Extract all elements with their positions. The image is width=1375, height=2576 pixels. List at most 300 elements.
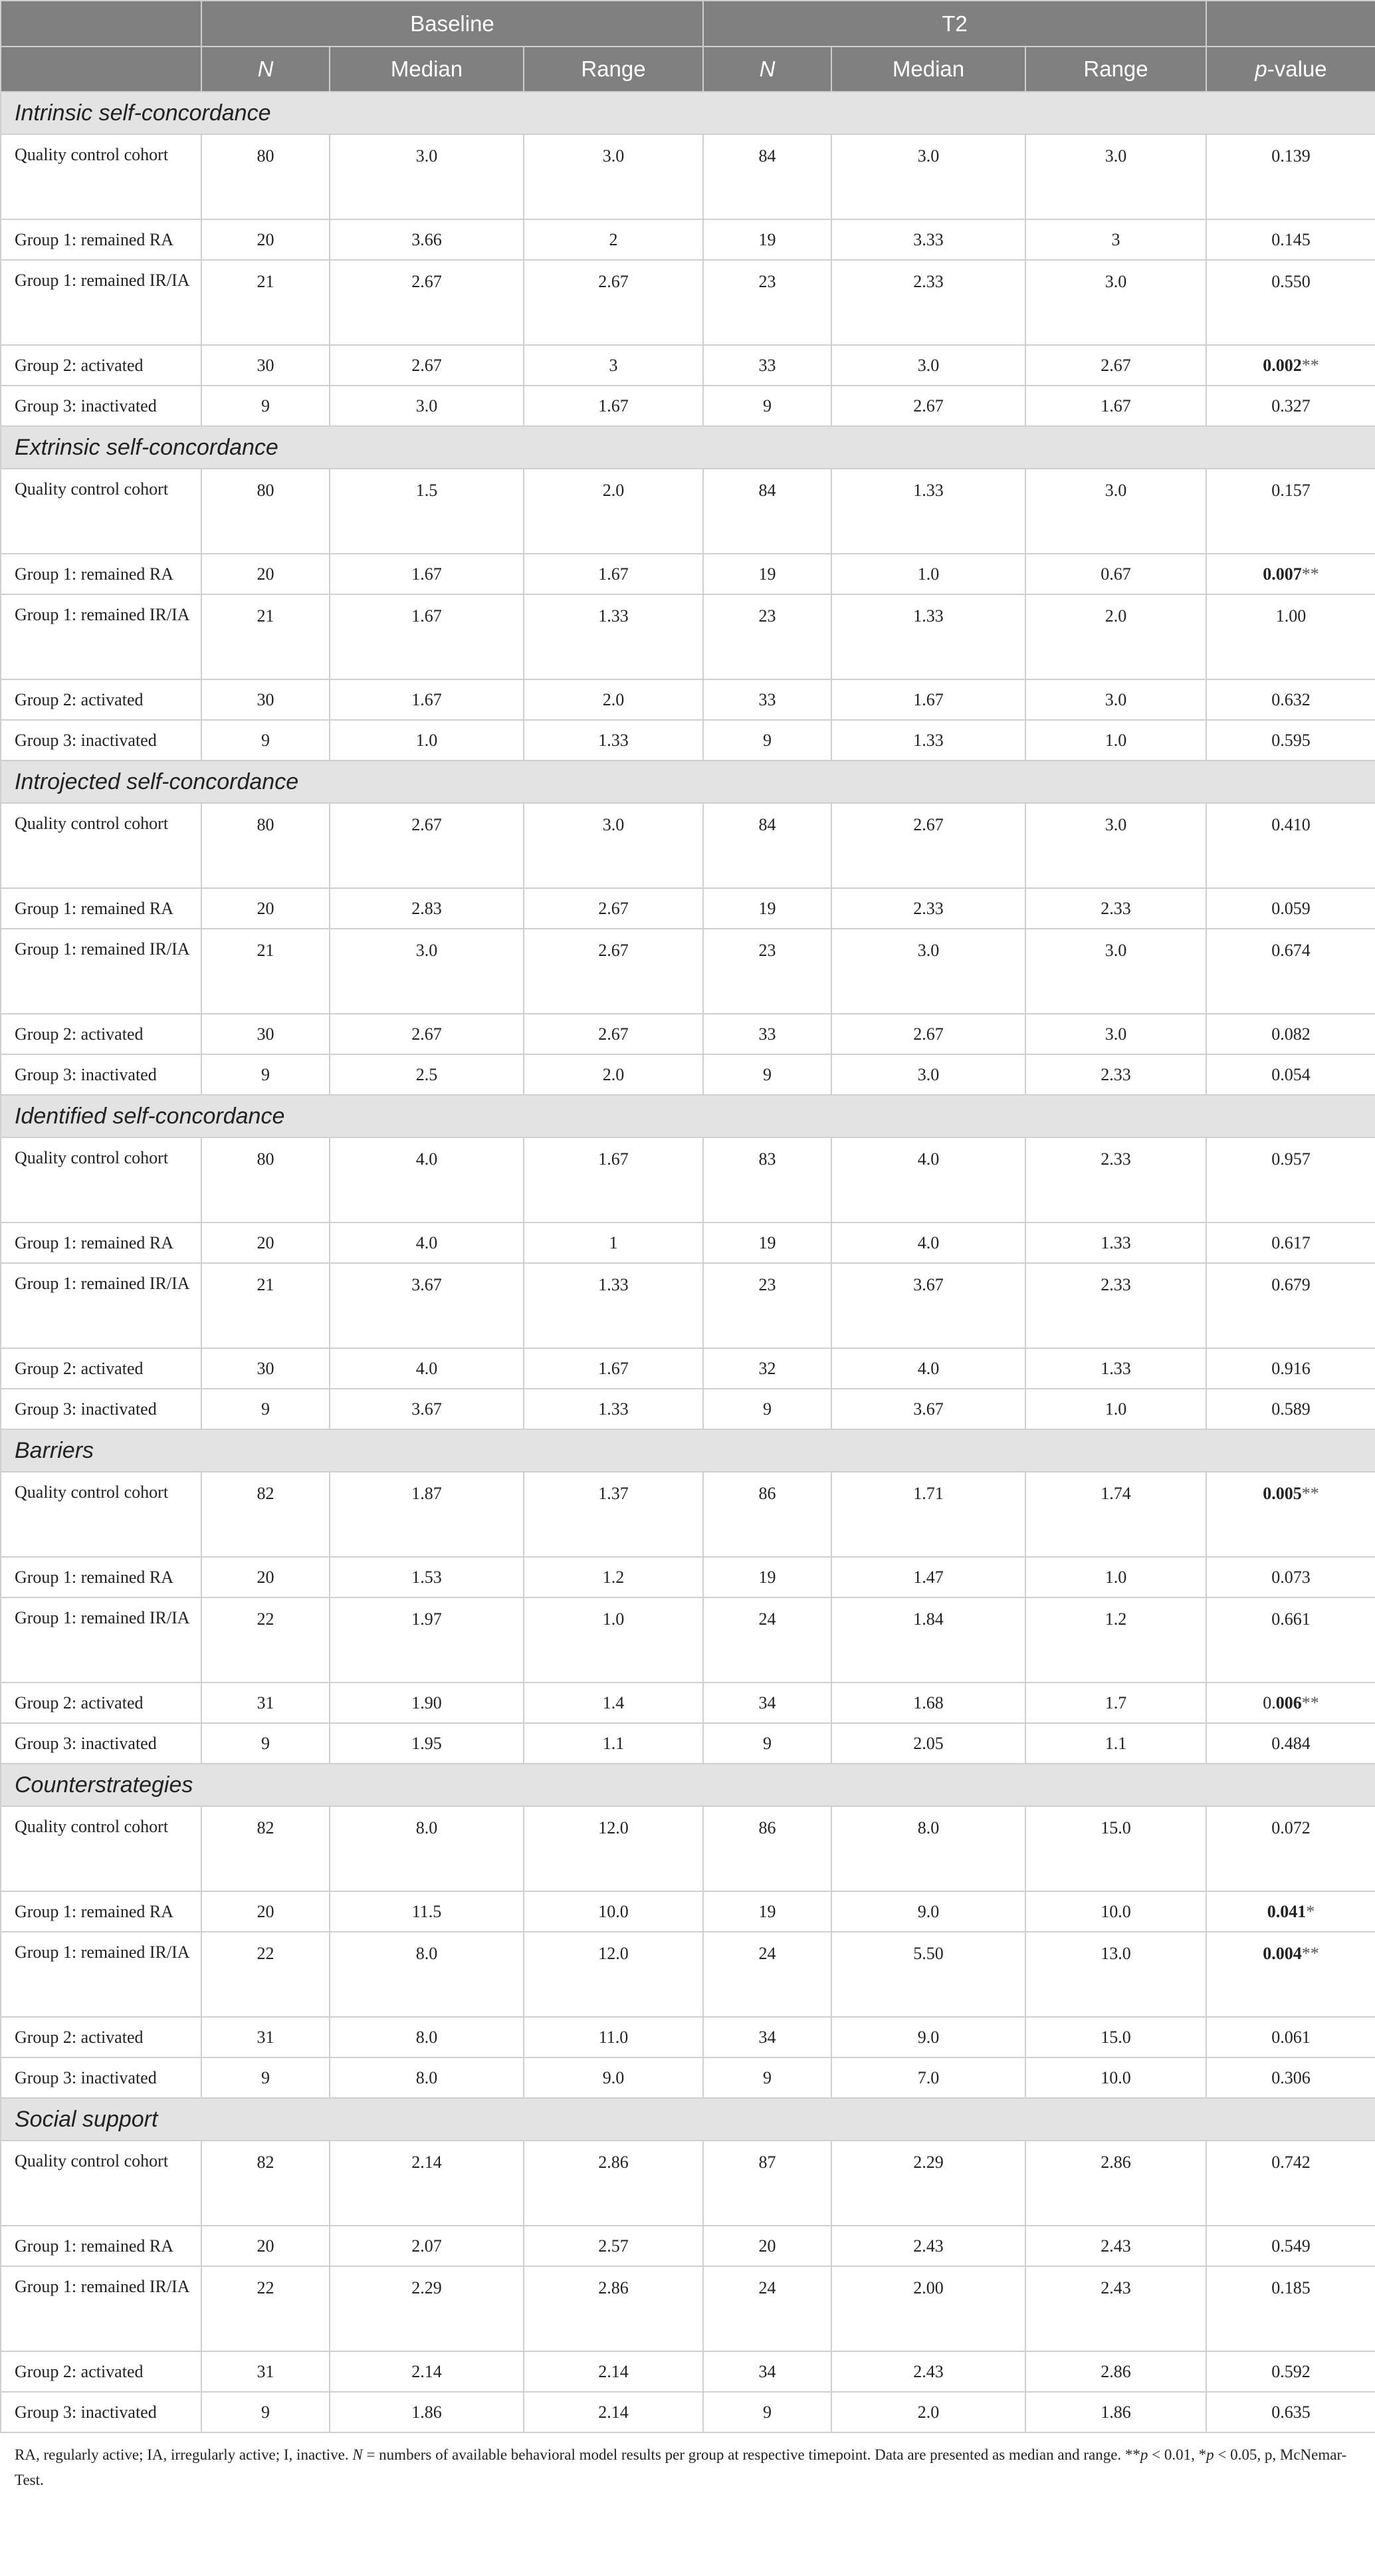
t2-median-cell: 3.0	[831, 345, 1025, 386]
table-row	[1, 134, 1375, 219]
t2-range-cell: 1.1	[1025, 1723, 1206, 1764]
table-row	[1, 1014, 1375, 1054]
baseline-median-cell: 8.0	[330, 2057, 524, 2098]
table-row	[1, 2266, 1375, 2351]
baseline-range-cell: 2.14	[524, 2351, 703, 2392]
footnote-n-symbol: N	[352, 2446, 363, 2463]
t2-n-cell: 9	[703, 1389, 831, 1429]
baseline-median-cell: 3.67	[330, 1389, 524, 1429]
baseline-n-cell: 80	[201, 134, 330, 219]
p-value-text: 0.592	[1271, 2361, 1311, 2381]
p-value-cell	[1206, 260, 1375, 345]
t2-range-cell: 3.0	[1025, 803, 1206, 888]
section-title: Counterstrategies	[1, 1764, 1375, 1806]
row-label: Group 1: remained IR/IA	[1, 1263, 201, 1348]
row-label: Group 1: remained RA	[1, 219, 201, 260]
baseline-n-cell: 21	[201, 1263, 330, 1348]
t2-n-cell: 19	[703, 1557, 831, 1597]
row-label: Quality control cohort	[1, 1806, 201, 1891]
p-value-text: 0.742	[1271, 2153, 1311, 2172]
t2-median-cell: 4.0	[831, 1348, 1025, 1389]
baseline-median-cell: 1.90	[330, 1683, 524, 1723]
table-row	[1, 1348, 1375, 1389]
baseline-n-cell: 31	[201, 2017, 330, 2057]
t2-range-cell: 2.33	[1025, 888, 1206, 929]
p-value-significant: 0.004	[1263, 1944, 1302, 1963]
section-title: Barriers	[1, 1429, 1375, 1472]
baseline-range-cell: 2.0	[524, 1054, 703, 1095]
p-value-cell	[1206, 1806, 1375, 1891]
header-p-symbol: p	[1255, 57, 1267, 81]
row-label: Group 1: remained IR/IA	[1, 2266, 201, 2351]
p-value-cell	[1206, 1683, 1375, 1723]
table-row	[1, 1054, 1375, 1095]
baseline-n-cell: 30	[201, 1014, 330, 1054]
t2-median-cell: 9.0	[831, 1891, 1025, 1932]
table-row	[1, 1263, 1375, 1348]
baseline-median-cell: 1.67	[330, 594, 524, 679]
baseline-n-cell: 20	[201, 1891, 330, 1932]
t2-range-cell: 3.0	[1025, 260, 1206, 345]
p-value-text: 0.957	[1271, 1149, 1311, 1169]
table-footnote	[0, 2433, 1375, 2493]
baseline-range-cell: 2.57	[524, 2226, 703, 2266]
t2-range-cell: 2.33	[1025, 1137, 1206, 1223]
p-value-text: 0.306	[1271, 2067, 1311, 2087]
table-row	[1, 1223, 1375, 1263]
section-title: Intrinsic self-concordance	[1, 92, 1375, 134]
baseline-range-cell: 1.67	[524, 1137, 703, 1223]
t2-median-cell: 2.43	[831, 2226, 1025, 2266]
p-value-cell	[1206, 345, 1375, 386]
significance-stars: **	[1301, 1944, 1319, 1963]
t2-range-cell: 2.0	[1025, 594, 1206, 679]
baseline-range-cell: 1	[524, 1223, 703, 1263]
t2-n-cell: 32	[703, 1348, 831, 1389]
t2-n-cell: 34	[703, 2017, 831, 2057]
t2-range-cell: 3.0	[1025, 1014, 1206, 1054]
baseline-median-cell: 1.53	[330, 1557, 524, 1597]
p-value-text: 0.327	[1271, 396, 1311, 415]
t2-median-cell: 3.67	[831, 1389, 1025, 1429]
baseline-n-cell: 30	[201, 679, 330, 720]
p-value-text: 0.679	[1271, 1275, 1311, 1294]
table-row	[1, 929, 1375, 1014]
baseline-range-cell: 12.0	[524, 1806, 703, 1891]
p-value-cell	[1206, 1054, 1375, 1095]
section-header-row	[1, 1095, 1375, 1137]
t2-n-cell: 19	[703, 888, 831, 929]
row-label: Group 3: inactivated	[1, 1389, 201, 1429]
section-header-row	[1, 761, 1375, 803]
p-value-cell	[1206, 1014, 1375, 1054]
baseline-n-cell: 31	[201, 2351, 330, 2392]
p-value-cell	[1206, 803, 1375, 888]
row-label: Group 1: remained IR/IA	[1, 1932, 201, 2017]
baseline-n-cell: 20	[201, 219, 330, 260]
baseline-range-cell: 1.2	[524, 1557, 703, 1597]
t2-median-cell: 2.0	[831, 2392, 1025, 2432]
row-label: Group 3: inactivated	[1, 2392, 201, 2432]
p-value-cell	[1206, 1472, 1375, 1557]
t2-n-cell: 24	[703, 1932, 831, 2017]
t2-median-cell: 2.05	[831, 1723, 1025, 1764]
baseline-n-cell: 9	[201, 1389, 330, 1429]
table-row	[1, 720, 1375, 761]
section-header-row	[1, 2098, 1375, 2141]
baseline-n-cell: 9	[201, 386, 330, 426]
baseline-median-cell: 1.67	[330, 554, 524, 594]
t2-n-cell: 33	[703, 345, 831, 386]
p-value-text: 0.082	[1271, 1024, 1311, 1044]
t2-median-cell: 1.67	[831, 679, 1025, 720]
row-label: Quality control cohort	[1, 134, 201, 219]
t2-median-cell: 3.0	[831, 1054, 1025, 1095]
t2-median-cell: 8.0	[831, 1806, 1025, 1891]
table-row	[1, 2057, 1375, 2098]
baseline-median-cell: 4.0	[330, 1223, 524, 1263]
table-row	[1, 2392, 1375, 2432]
p-value-text: 0.061	[1271, 2027, 1311, 2047]
t2-median-cell: 2.33	[831, 888, 1025, 929]
t2-range-cell: 1.2	[1025, 1597, 1206, 1683]
row-label: Group 1: remained IR/IA	[1, 929, 201, 1014]
t2-n-cell: 86	[703, 1472, 831, 1557]
header-t2-median: Median	[831, 47, 1025, 92]
table-row	[1, 345, 1375, 386]
p-value-text: 0.661	[1271, 1609, 1311, 1629]
header-baseline-range: Range	[524, 47, 703, 92]
baseline-range-cell: 9.0	[524, 2057, 703, 2098]
table-header	[1, 1, 1375, 92]
t2-range-cell: 1.0	[1025, 1557, 1206, 1597]
row-label: Group 2: activated	[1, 2017, 201, 2057]
p-value-text: 1.00	[1275, 606, 1307, 626]
baseline-range-cell: 2.67	[524, 929, 703, 1014]
baseline-median-cell: 2.07	[330, 2226, 524, 2266]
table-row	[1, 260, 1375, 345]
t2-range-cell: 1.67	[1025, 386, 1206, 426]
baseline-range-cell: 1.33	[524, 594, 703, 679]
header-empty-label	[1, 47, 201, 92]
baseline-median-cell: 1.95	[330, 1723, 524, 1764]
t2-range-cell: 13.0	[1025, 1932, 1206, 2017]
baseline-median-cell: 3.0	[330, 386, 524, 426]
t2-median-cell: 9.0	[831, 2017, 1025, 2057]
header-p-suffix: -value	[1267, 57, 1327, 81]
baseline-range-cell: 1.67	[524, 1348, 703, 1389]
t2-median-cell: 2.67	[831, 1014, 1025, 1054]
baseline-n-cell: 9	[201, 2392, 330, 2432]
baseline-median-cell: 3.0	[330, 134, 524, 219]
baseline-range-cell: 1.33	[524, 1263, 703, 1348]
section-header-row	[1, 92, 1375, 134]
table-row	[1, 1557, 1375, 1597]
baseline-range-cell: 1.0	[524, 1597, 703, 1683]
t2-n-cell: 24	[703, 2266, 831, 2351]
baseline-n-cell: 9	[201, 1054, 330, 1095]
baseline-range-cell: 1.67	[524, 554, 703, 594]
t2-median-cell: 3.0	[831, 134, 1025, 219]
table-row	[1, 469, 1375, 554]
baseline-range-cell: 11.0	[524, 2017, 703, 2057]
row-label: Group 3: inactivated	[1, 720, 201, 761]
baseline-range-cell: 2.67	[524, 1014, 703, 1054]
p-value-cell	[1206, 2057, 1375, 2098]
baseline-median-cell: 2.67	[330, 345, 524, 386]
row-label: Group 1: remained IR/IA	[1, 260, 201, 345]
baseline-median-cell: 2.83	[330, 888, 524, 929]
p-value-cell	[1206, 1723, 1375, 1764]
row-label: Quality control cohort	[1, 1472, 201, 1557]
row-label: Group 2: activated	[1, 1683, 201, 1723]
t2-n-cell: 84	[703, 134, 831, 219]
t2-n-cell: 9	[703, 2057, 831, 2098]
t2-median-cell: 2.67	[831, 386, 1025, 426]
header-t2-n: N	[703, 47, 831, 92]
baseline-n-cell: 30	[201, 345, 330, 386]
footnote-p-symbol-1: p	[1140, 2446, 1148, 2463]
section-title: Extrinsic self-concordance	[1, 426, 1375, 469]
footnote-p-symbol-2: p	[1206, 2446, 1214, 2463]
baseline-n-cell: 82	[201, 1472, 330, 1557]
t2-median-cell: 1.47	[831, 1557, 1025, 1597]
t2-n-cell: 19	[703, 219, 831, 260]
row-label: Group 1: remained RA	[1, 1223, 201, 1263]
p-value-cell	[1206, 1932, 1375, 2017]
t2-n-cell: 9	[703, 720, 831, 761]
baseline-median-cell: 8.0	[330, 2017, 524, 2057]
row-label: Group 1: remained IR/IA	[1, 594, 201, 679]
t2-range-cell: 1.0	[1025, 1389, 1206, 1429]
row-label: Group 3: inactivated	[1, 2057, 201, 2098]
p-value-cell	[1206, 594, 1375, 679]
p-value-cell	[1206, 2017, 1375, 2057]
t2-range-cell: 10.0	[1025, 2057, 1206, 2098]
p-value-text: 0.595	[1271, 730, 1311, 750]
t2-n-cell: 33	[703, 679, 831, 720]
baseline-n-cell: 21	[201, 929, 330, 1014]
baseline-median-cell: 2.67	[330, 260, 524, 345]
t2-median-cell: 5.50	[831, 1932, 1025, 2017]
t2-range-cell: 2.67	[1025, 345, 1206, 386]
t2-range-cell: 2.86	[1025, 2141, 1206, 2226]
t2-n-cell: 9	[703, 2392, 831, 2432]
t2-n-cell: 19	[703, 1223, 831, 1263]
p-value-significant: 0.002	[1263, 355, 1302, 375]
section-title: Social support	[1, 2098, 1375, 2141]
baseline-median-cell: 3.66	[330, 219, 524, 260]
baseline-n-cell: 31	[201, 1683, 330, 1723]
significance-stars: **	[1301, 355, 1319, 375]
p-value-significant: 006	[1275, 1693, 1302, 1712]
t2-median-cell: 2.67	[831, 803, 1025, 888]
t2-n-cell: 24	[703, 1597, 831, 1683]
row-label: Group 1: remained IR/IA	[1, 1597, 201, 1683]
baseline-range-cell: 3	[524, 345, 703, 386]
t2-median-cell: 2.29	[831, 2141, 1025, 2226]
baseline-n-cell: 22	[201, 1597, 330, 1683]
baseline-range-cell: 2.86	[524, 2266, 703, 2351]
p-value-text: 0.054	[1271, 1064, 1311, 1084]
t2-range-cell: 1.74	[1025, 1472, 1206, 1557]
header-p-value-text	[1255, 57, 1326, 81]
table-row	[1, 1389, 1375, 1429]
p-value-cell	[1206, 1557, 1375, 1597]
baseline-n-cell: 82	[201, 2141, 330, 2226]
table-row	[1, 1683, 1375, 1723]
p-value-cell	[1206, 2351, 1375, 2392]
t2-n-cell: 84	[703, 469, 831, 554]
p-value-cell	[1206, 1223, 1375, 1263]
baseline-n-cell: 9	[201, 720, 330, 761]
t2-median-cell: 3.0	[831, 929, 1025, 1014]
t2-n-cell: 83	[703, 1137, 831, 1223]
header-baseline: Baseline	[201, 1, 703, 47]
p-value-text: 0.059	[1271, 898, 1311, 918]
t2-range-cell: 2.43	[1025, 2226, 1206, 2266]
footnote-part1: RA, regularly active; IA, irregularly active; I, inactive.	[15, 2446, 353, 2463]
t2-range-cell: 3	[1025, 219, 1206, 260]
baseline-range-cell: 1.33	[524, 1389, 703, 1429]
baseline-range-cell: 2.86	[524, 2141, 703, 2226]
t2-median-cell: 1.71	[831, 1472, 1025, 1557]
row-label: Group 2: activated	[1, 2351, 201, 2392]
t2-median-cell: 1.33	[831, 594, 1025, 679]
t2-range-cell: 1.7	[1025, 1683, 1206, 1723]
table-row	[1, 888, 1375, 929]
p-value-significant: 0.007	[1263, 564, 1302, 584]
table-row	[1, 219, 1375, 260]
p-value-significant: 0.041	[1267, 1901, 1307, 1921]
baseline-n-cell: 20	[201, 2226, 330, 2266]
baseline-median-cell: 2.14	[330, 2141, 524, 2226]
p-value-cell	[1206, 386, 1375, 426]
p-value-text: 0.073	[1271, 1567, 1311, 1587]
baseline-n-cell: 9	[201, 1723, 330, 1764]
footnote-part2: = numbers of available behavioral model results per group at respective timepoint. Data are presented as median and range. **	[362, 2446, 1140, 2463]
row-label: Quality control cohort	[1, 1137, 201, 1223]
baseline-median-cell: 2.5	[330, 1054, 524, 1095]
baseline-range-cell: 12.0	[524, 1932, 703, 2017]
header-t2-range: Range	[1025, 47, 1206, 92]
baseline-range-cell: 1.67	[524, 386, 703, 426]
baseline-median-cell: 1.86	[330, 2392, 524, 2432]
p-value-text: 0.550	[1271, 272, 1311, 291]
p-value-text: 0.157	[1271, 481, 1311, 500]
row-label: Group 2: activated	[1, 345, 201, 386]
baseline-n-cell: 20	[201, 1557, 330, 1597]
t2-n-cell: 34	[703, 1683, 831, 1723]
p-value-text: 0.589	[1271, 1399, 1311, 1419]
p-value-text: 0.484	[1271, 1733, 1311, 1753]
t2-range-cell: 1.33	[1025, 1348, 1206, 1389]
p-value-text: 0.185	[1271, 2278, 1311, 2297]
p-value-cell	[1206, 219, 1375, 260]
baseline-n-cell: 80	[201, 803, 330, 888]
p-value-cell	[1206, 1891, 1375, 1932]
baseline-range-cell: 2.67	[524, 888, 703, 929]
baseline-median-cell: 3.0	[330, 929, 524, 1014]
baseline-n-cell: 30	[201, 1348, 330, 1389]
p-value-text: 0.916	[1271, 1358, 1311, 1378]
header-empty-pvalue	[1206, 1, 1375, 47]
p-value-cell	[1206, 888, 1375, 929]
baseline-n-cell: 80	[201, 1137, 330, 1223]
t2-range-cell: 3.0	[1025, 929, 1206, 1014]
row-label: Group 3: inactivated	[1, 386, 201, 426]
table-row	[1, 1472, 1375, 1557]
p-value-text: 0.410	[1271, 815, 1311, 834]
baseline-median-cell: 4.0	[330, 1137, 524, 1223]
table-row	[1, 2141, 1375, 2226]
t2-median-cell: 1.33	[831, 469, 1025, 554]
t2-median-cell: 3.33	[831, 219, 1025, 260]
p-value-cell	[1206, 469, 1375, 554]
baseline-range-cell: 1.4	[524, 1683, 703, 1723]
baseline-range-cell: 3.0	[524, 134, 703, 219]
row-label: Group 2: activated	[1, 679, 201, 720]
table-row	[1, 1891, 1375, 1932]
row-label: Group 1: remained RA	[1, 1557, 201, 1597]
baseline-range-cell: 3.0	[524, 803, 703, 888]
t2-median-cell: 2.43	[831, 2351, 1025, 2392]
baseline-n-cell: 20	[201, 1223, 330, 1263]
row-label: Quality control cohort	[1, 469, 201, 554]
p-value-cell	[1206, 2266, 1375, 2351]
p-value-text: 0.632	[1271, 689, 1311, 709]
section-header-row	[1, 426, 1375, 469]
t2-range-cell: 2.33	[1025, 1054, 1206, 1095]
p-value-text: 0.674	[1271, 941, 1311, 960]
p-value-cell	[1206, 1597, 1375, 1683]
t2-range-cell: 1.86	[1025, 2392, 1206, 2432]
t2-range-cell: 10.0	[1025, 1891, 1206, 1932]
baseline-median-cell: 1.97	[330, 1597, 524, 1683]
t2-median-cell: 4.0	[831, 1223, 1025, 1263]
table-row	[1, 1137, 1375, 1223]
t2-range-cell: 15.0	[1025, 1806, 1206, 1891]
t2-n-cell: 9	[703, 386, 831, 426]
row-label: Group 1: remained RA	[1, 554, 201, 594]
t2-n-cell: 87	[703, 2141, 831, 2226]
baseline-median-cell: 1.87	[330, 1472, 524, 1557]
p-value-cell	[1206, 1348, 1375, 1389]
baseline-range-cell: 2.14	[524, 2392, 703, 2432]
significance-stars: *	[1306, 1901, 1315, 1921]
t2-n-cell: 84	[703, 803, 831, 888]
baseline-range-cell: 2	[524, 219, 703, 260]
table-row	[1, 554, 1375, 594]
p-value-cell	[1206, 1389, 1375, 1429]
t2-n-cell: 23	[703, 260, 831, 345]
baseline-median-cell: 4.0	[330, 1348, 524, 1389]
p-value-cell	[1206, 554, 1375, 594]
table-row	[1, 1932, 1375, 2017]
baseline-median-cell: 2.29	[330, 2266, 524, 2351]
t2-n-cell: 20	[703, 2226, 831, 2266]
t2-n-cell: 9	[703, 1054, 831, 1095]
header-baseline-n: N	[201, 47, 330, 92]
p-value-cell	[1206, 720, 1375, 761]
baseline-range-cell: 2.0	[524, 679, 703, 720]
significance-stars: **	[1301, 1484, 1319, 1503]
t2-range-cell: 3.0	[1025, 679, 1206, 720]
t2-range-cell: 1.33	[1025, 1223, 1206, 1263]
baseline-n-cell: 21	[201, 594, 330, 679]
baseline-median-cell: 11.5	[330, 1891, 524, 1932]
baseline-range-cell: 10.0	[524, 1891, 703, 1932]
